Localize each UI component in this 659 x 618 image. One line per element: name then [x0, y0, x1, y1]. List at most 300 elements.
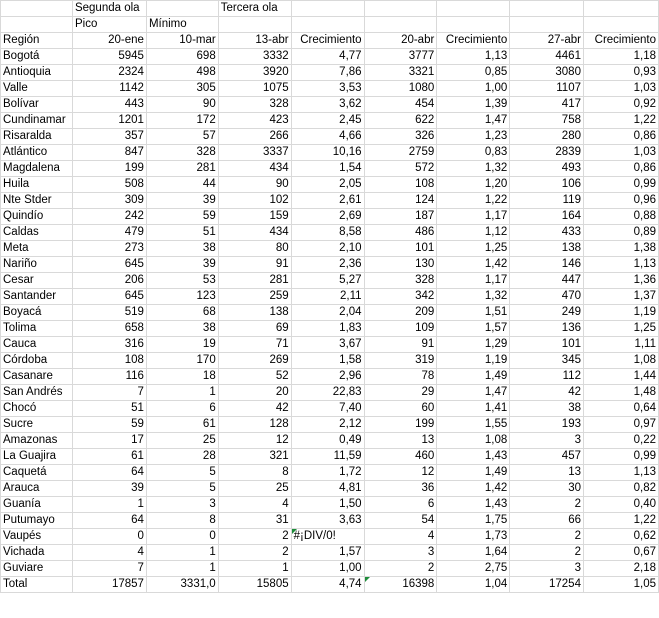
cell-crec-13abr[interactable]: 2,45	[291, 113, 364, 129]
cell-val-20abr[interactable]: 326	[364, 129, 437, 145]
cell-crec-27abr[interactable]: 0,62	[583, 529, 658, 545]
cell-val-13abr[interactable]: Tercera ola	[218, 1, 291, 17]
cell-region[interactable]: Total	[1, 577, 73, 593]
cell-val-20abr[interactable]: 20-abr	[364, 33, 437, 49]
cell-minimo-10mar[interactable]: 281	[146, 161, 218, 177]
cell-crec-13abr[interactable]: 2,69	[291, 209, 364, 225]
cell-minimo-10mar[interactable]: 1	[146, 561, 218, 577]
cell-crec-13abr[interactable]: 1,50	[291, 497, 364, 513]
cell-crec-13abr[interactable]: 22,83	[291, 385, 364, 401]
cell-val-13abr[interactable]: 15805	[218, 577, 291, 593]
cell-val-13abr[interactable]: 52	[218, 369, 291, 385]
cell-crec-13abr[interactable]: 2,96	[291, 369, 364, 385]
cell-val-20abr[interactable]: 60	[364, 401, 437, 417]
cell-crec-13abr[interactable]: 2,10	[291, 241, 364, 257]
cell-val-13abr[interactable]: 1075	[218, 81, 291, 97]
cell-val-13abr[interactable]: 80	[218, 241, 291, 257]
cell-crec-27abr[interactable]	[583, 17, 658, 33]
cell-crec-13abr[interactable]: 4,74	[291, 577, 364, 593]
cell-val-13abr[interactable]: 328	[218, 97, 291, 113]
cell-crec-20abr[interactable]: 1,25	[437, 241, 510, 257]
cell-val-27abr[interactable]: 280	[510, 129, 584, 145]
cell-val-27abr[interactable]: 112	[510, 369, 584, 385]
cell-val-20abr[interactable]: 460	[364, 449, 437, 465]
cell-crec-27abr[interactable]: 1,48	[583, 385, 658, 401]
cell-crec-13abr[interactable]: 4,66	[291, 129, 364, 145]
cell-minimo-10mar[interactable]: 8	[146, 513, 218, 529]
cell-val-20abr[interactable]: 91	[364, 337, 437, 353]
cell-val-20abr[interactable]: 328	[364, 273, 437, 289]
cell-val-27abr[interactable]: 42	[510, 385, 584, 401]
cell-val-20abr[interactable]: 130	[364, 257, 437, 273]
cell-crec-27abr[interactable]: 1,05	[583, 577, 658, 593]
cell-crec-20abr[interactable]	[437, 1, 510, 17]
cell-val-27abr[interactable]: 136	[510, 321, 584, 337]
cell-val-20abr[interactable]: 109	[364, 321, 437, 337]
cell-crec-20abr[interactable]: 2,75	[437, 561, 510, 577]
cell-val-20abr[interactable]: 199	[364, 417, 437, 433]
cell-crec-13abr[interactable]: 11,59	[291, 449, 364, 465]
cell-crec-27abr[interactable]: 1,13	[583, 257, 658, 273]
cell-minimo-10mar[interactable]: 68	[146, 305, 218, 321]
cell-crec-20abr[interactable]: 1,13	[437, 49, 510, 65]
cell-region[interactable]	[1, 17, 73, 33]
cell-minimo-10mar[interactable]: 25	[146, 433, 218, 449]
cell-val-20abr[interactable]: 454	[364, 97, 437, 113]
cell-val-13abr[interactable]: 31	[218, 513, 291, 529]
cell-val-20abr[interactable]	[364, 17, 437, 33]
cell-crec-27abr[interactable]: 1,11	[583, 337, 658, 353]
cell-val-27abr[interactable]	[510, 1, 584, 17]
cell-pico-20ene[interactable]: 7	[72, 385, 146, 401]
cell-crec-13abr[interactable]: 2,61	[291, 193, 364, 209]
cell-val-27abr[interactable]: 758	[510, 113, 584, 129]
cell-val-20abr[interactable]: 622	[364, 113, 437, 129]
cell-val-13abr[interactable]: 69	[218, 321, 291, 337]
cell-val-13abr[interactable]: 71	[218, 337, 291, 353]
cell-crec-13abr[interactable]: 4,81	[291, 481, 364, 497]
cell-pico-20ene[interactable]: 519	[72, 305, 146, 321]
cell-pico-20ene[interactable]: 443	[72, 97, 146, 113]
cell-pico-20ene[interactable]: 61	[72, 449, 146, 465]
cell-crec-20abr[interactable]: 1,39	[437, 97, 510, 113]
cell-val-27abr[interactable]: 106	[510, 177, 584, 193]
cell-pico-20ene[interactable]: 39	[72, 481, 146, 497]
warning-triangle-icon[interactable]	[292, 529, 297, 534]
cell-crec-13abr[interactable]	[291, 17, 364, 33]
cell-pico-20ene[interactable]: 309	[72, 193, 146, 209]
cell-val-27abr[interactable]: 3	[510, 433, 584, 449]
error-cell[interactable]	[291, 529, 364, 545]
cell-val-27abr[interactable]: 30	[510, 481, 584, 497]
cell-val-20abr[interactable]: 36	[364, 481, 437, 497]
cell-val-20abr[interactable]	[364, 1, 437, 17]
cell-crec-27abr[interactable]: 1,13	[583, 465, 658, 481]
cell-minimo-10mar[interactable]: 5	[146, 465, 218, 481]
cell-region[interactable]: Córdoba	[1, 353, 73, 369]
cell-crec-27abr[interactable]: 0,88	[583, 209, 658, 225]
cell-val-13abr[interactable]: 3332	[218, 49, 291, 65]
cell-region[interactable]: Casanare	[1, 369, 73, 385]
cell-region[interactable]: Nte Stder	[1, 193, 73, 209]
cell-val-13abr[interactable]: 8	[218, 465, 291, 481]
cell-crec-27abr[interactable]: 0,96	[583, 193, 658, 209]
cell-pico-20ene[interactable]: 242	[72, 209, 146, 225]
cell-pico-20ene[interactable]: 64	[72, 513, 146, 529]
cell-minimo-10mar[interactable]: 28	[146, 449, 218, 465]
cell-crec-27abr[interactable]: 1,22	[583, 113, 658, 129]
cell-crec-27abr[interactable]: 1,38	[583, 241, 658, 257]
cell-val-27abr[interactable]: 146	[510, 257, 584, 273]
cell-crec-20abr[interactable]: 1,00	[437, 81, 510, 97]
cell-crec-13abr[interactable]: 1,57	[291, 545, 364, 561]
cell-crec-20abr[interactable]: 1,23	[437, 129, 510, 145]
cell-val-13abr[interactable]: 2	[218, 529, 291, 545]
cell-region[interactable]: Vichada	[1, 545, 73, 561]
cell-pico-20ene[interactable]: 199	[72, 161, 146, 177]
cell-val-13abr[interactable]: 266	[218, 129, 291, 145]
cell-pico-20ene[interactable]: 17857	[72, 577, 146, 593]
cell-pico-20ene[interactable]: 4	[72, 545, 146, 561]
cell-pico-20ene[interactable]: 508	[72, 177, 146, 193]
cell-val-27abr[interactable]: 66	[510, 513, 584, 529]
cell-val-13abr[interactable]: 42	[218, 401, 291, 417]
cell-minimo-10mar[interactable]: 61	[146, 417, 218, 433]
cell-minimo-10mar[interactable]: 3331,0	[146, 577, 218, 593]
cell-minimo-10mar[interactable]: 6	[146, 401, 218, 417]
cell-val-13abr[interactable]: 3337	[218, 145, 291, 161]
cell-pico-20ene[interactable]: 1142	[72, 81, 146, 97]
cell-val-13abr[interactable]: 20	[218, 385, 291, 401]
cell-crec-27abr[interactable]: 1,08	[583, 353, 658, 369]
cell-val-27abr[interactable]: 470	[510, 289, 584, 305]
cell-pico-20ene[interactable]: 1	[72, 497, 146, 513]
cell-crec-20abr[interactable]: 1,32	[437, 289, 510, 305]
cell-val-20abr[interactable]: 319	[364, 353, 437, 369]
cell-crec-20abr[interactable]: 1,43	[437, 449, 510, 465]
cell-region[interactable]: Región	[1, 33, 73, 49]
cell-pico-20ene[interactable]: 479	[72, 225, 146, 241]
cell-val-13abr[interactable]: 434	[218, 225, 291, 241]
cell-region[interactable]: Caldas	[1, 225, 73, 241]
cell-minimo-10mar[interactable]: 698	[146, 49, 218, 65]
cell-crec-27abr[interactable]: 0,93	[583, 65, 658, 81]
cell-crec-13abr[interactable]: 0,49	[291, 433, 364, 449]
cell-region[interactable]: Quindío	[1, 209, 73, 225]
cell-val-13abr[interactable]: 1	[218, 561, 291, 577]
cell-region[interactable]: Atlántico	[1, 145, 73, 161]
cell-minimo-10mar[interactable]: 53	[146, 273, 218, 289]
cell-val-13abr[interactable]: 13-abr	[218, 33, 291, 49]
cell-minimo-10mar[interactable]: 1	[146, 385, 218, 401]
cell-val-20abr[interactable]: 209	[364, 305, 437, 321]
cell-crec-13abr[interactable]: 10,16	[291, 145, 364, 161]
cell-val-27abr[interactable]	[510, 17, 584, 33]
cell-region[interactable]: Sucre	[1, 417, 73, 433]
cell-crec-20abr[interactable]: 1,64	[437, 545, 510, 561]
cell-region[interactable]: Bogotá	[1, 49, 73, 65]
cell-crec-27abr[interactable]: 0,86	[583, 161, 658, 177]
cell-crec-13abr[interactable]: 2,36	[291, 257, 364, 273]
cell-pico-20ene[interactable]: 357	[72, 129, 146, 145]
cell-pico-20ene[interactable]: 17	[72, 433, 146, 449]
cell-pico-20ene[interactable]: 658	[72, 321, 146, 337]
cell-pico-20ene[interactable]: 59	[72, 417, 146, 433]
cell-val-27abr[interactable]: 27-abr	[510, 33, 584, 49]
cell-val-27abr[interactable]: 493	[510, 161, 584, 177]
cell-minimo-10mar[interactable]: 57	[146, 129, 218, 145]
cell-val-27abr[interactable]: 193	[510, 417, 584, 433]
cell-region[interactable]: Putumayo	[1, 513, 73, 529]
warning-triangle-icon[interactable]	[365, 577, 370, 582]
cell-val-27abr[interactable]: 1107	[510, 81, 584, 97]
cell-val-13abr[interactable]: 91	[218, 257, 291, 273]
cell-val-20abr[interactable]: 124	[364, 193, 437, 209]
cell-crec-27abr[interactable]: 1,36	[583, 273, 658, 289]
cell-pico-20ene[interactable]: 645	[72, 257, 146, 273]
cell-val-27abr[interactable]: 2	[510, 545, 584, 561]
cell-crec-13abr[interactable]: 3,53	[291, 81, 364, 97]
cell-val-27abr[interactable]: 3080	[510, 65, 584, 81]
cell-crec-27abr[interactable]: 0,99	[583, 449, 658, 465]
cell-crec-27abr[interactable]: 1,44	[583, 369, 658, 385]
cell-val-20abr[interactable]: 342	[364, 289, 437, 305]
cell-val-27abr[interactable]: 4461	[510, 49, 584, 65]
cell-crec-20abr[interactable]: 1,41	[437, 401, 510, 417]
cell-minimo-10mar[interactable]: 39	[146, 257, 218, 273]
cell-pico-20ene[interactable]: 645	[72, 289, 146, 305]
cell-val-20abr[interactable]: 108	[364, 177, 437, 193]
cell-crec-27abr[interactable]: 0,97	[583, 417, 658, 433]
cell-val-20abr[interactable]: 1080	[364, 81, 437, 97]
cell-val-13abr[interactable]: 90	[218, 177, 291, 193]
cell-val-20abr[interactable]: 486	[364, 225, 437, 241]
cell-crec-20abr[interactable]: 1,73	[437, 529, 510, 545]
cell-crec-13abr[interactable]: 8,58	[291, 225, 364, 241]
cell-crec-20abr[interactable]: 1,17	[437, 209, 510, 225]
cell-crec-20abr[interactable]: 1,04	[437, 577, 510, 593]
cell-region[interactable]: Santander	[1, 289, 73, 305]
cell-val-20abr[interactable]: 572	[364, 161, 437, 177]
cell-crec-20abr[interactable]: 1,75	[437, 513, 510, 529]
cell-crec-20abr[interactable]: 1,32	[437, 161, 510, 177]
cell-val-13abr[interactable]: 2	[218, 545, 291, 561]
cell-crec-27abr[interactable]: 1,18	[583, 49, 658, 65]
cell-crec-13abr[interactable]: 4,77	[291, 49, 364, 65]
cell-region[interactable]	[1, 1, 73, 17]
cell-crec-13abr[interactable]: 2,11	[291, 289, 364, 305]
cell-crec-27abr[interactable]: 1,22	[583, 513, 658, 529]
cell-crec-20abr[interactable]: 1,57	[437, 321, 510, 337]
cell-val-20abr[interactable]: 6	[364, 497, 437, 513]
cell-minimo-10mar[interactable]: 123	[146, 289, 218, 305]
cell-pico-20ene[interactable]: 0	[72, 529, 146, 545]
cell-val-20abr[interactable]: 101	[364, 241, 437, 257]
cell-minimo-10mar[interactable]: 44	[146, 177, 218, 193]
cell-region[interactable]: Nariño	[1, 257, 73, 273]
cell-region[interactable]: Tolima	[1, 321, 73, 337]
cell-val-27abr[interactable]: 2	[510, 497, 584, 513]
cell-val-20abr[interactable]: 12	[364, 465, 437, 481]
cell-region[interactable]: Valle	[1, 81, 73, 97]
cell-val-13abr[interactable]: 434	[218, 161, 291, 177]
cell-region[interactable]: Vaupés	[1, 529, 73, 545]
cell-val-27abr[interactable]: 345	[510, 353, 584, 369]
cell-crec-13abr[interactable]: 1,00	[291, 561, 364, 577]
cell-crec-20abr[interactable]: 1,42	[437, 481, 510, 497]
cell-crec-13abr[interactable]: 7,86	[291, 65, 364, 81]
cell-pico-20ene[interactable]: 206	[72, 273, 146, 289]
cell-crec-27abr[interactable]: 0,67	[583, 545, 658, 561]
cell-minimo-10mar[interactable]	[146, 1, 218, 17]
cell-minimo-10mar[interactable]: 0	[146, 529, 218, 545]
cell-val-13abr[interactable]: 269	[218, 353, 291, 369]
cell-minimo-10mar[interactable]: 39	[146, 193, 218, 209]
cell-val-13abr[interactable]: 321	[218, 449, 291, 465]
cell-crec-27abr[interactable]: 1,03	[583, 145, 658, 161]
cell-region[interactable]: Risaralda	[1, 129, 73, 145]
cell-crec-27abr[interactable]: 1,25	[583, 321, 658, 337]
cell-crec-20abr[interactable]: 1,47	[437, 113, 510, 129]
cell-crec-27abr[interactable]: 0,64	[583, 401, 658, 417]
cell-val-27abr[interactable]: 457	[510, 449, 584, 465]
cell-val-13abr[interactable]: 423	[218, 113, 291, 129]
cell-val-27abr[interactable]: 101	[510, 337, 584, 353]
cell-crec-20abr[interactable]	[437, 17, 510, 33]
cell-crec-27abr[interactable]: 0,86	[583, 129, 658, 145]
cell-val-27abr[interactable]: 447	[510, 273, 584, 289]
cell-pico-20ene[interactable]: 116	[72, 369, 146, 385]
cell-val-27abr[interactable]: 119	[510, 193, 584, 209]
cell-pico-20ene[interactable]: 108	[72, 353, 146, 369]
cell-crec-13abr[interactable]: 1,83	[291, 321, 364, 337]
cell-crec-20abr[interactable]: 1,22	[437, 193, 510, 209]
cell-pico-20ene[interactable]: 51	[72, 401, 146, 417]
cell-crec-13abr[interactable]: 2,12	[291, 417, 364, 433]
cell-crec-27abr[interactable]: 0,40	[583, 497, 658, 513]
cell-pico-20ene[interactable]: 7	[72, 561, 146, 577]
cell-crec-27abr[interactable]	[583, 1, 658, 17]
cell-crec-27abr[interactable]: 1,19	[583, 305, 658, 321]
cell-crec-20abr[interactable]: 1,20	[437, 177, 510, 193]
cell-region[interactable]: Cundinamar	[1, 113, 73, 129]
cell-crec-20abr[interactable]: 1,29	[437, 337, 510, 353]
cell-crec-13abr[interactable]: 3,63	[291, 513, 364, 529]
cell-val-13abr[interactable]: 4	[218, 497, 291, 513]
cell-minimo-10mar[interactable]: 3	[146, 497, 218, 513]
cell-val-27abr[interactable]: 17254	[510, 577, 584, 593]
cell-val-13abr[interactable]: 25	[218, 481, 291, 497]
cell-val-13abr[interactable]: 259	[218, 289, 291, 305]
cell-crec-20abr[interactable]: 1,19	[437, 353, 510, 369]
cell-crec-27abr[interactable]: Crecimiento	[583, 33, 658, 49]
cell-crec-20abr[interactable]: 0,85	[437, 65, 510, 81]
cell-minimo-10mar[interactable]: 38	[146, 321, 218, 337]
cell-crec-20abr[interactable]: 1,47	[437, 385, 510, 401]
cell-region[interactable]: Meta	[1, 241, 73, 257]
cell-crec-27abr[interactable]: 0,89	[583, 225, 658, 241]
cell-crec-13abr[interactable]: 5,27	[291, 273, 364, 289]
cell-pico-20ene[interactable]: 1201	[72, 113, 146, 129]
cell-crec-27abr[interactable]: 1,37	[583, 289, 658, 305]
cell-crec-20abr[interactable]: Crecimiento	[437, 33, 510, 49]
cell-val-27abr[interactable]: 2839	[510, 145, 584, 161]
cell-minimo-10mar[interactable]: 90	[146, 97, 218, 113]
cell-val-27abr[interactable]: 164	[510, 209, 584, 225]
cell-minimo-10mar[interactable]: 19	[146, 337, 218, 353]
cell-pico-20ene[interactable]: 316	[72, 337, 146, 353]
cell-val-27abr[interactable]: 417	[510, 97, 584, 113]
cell-minimo-10mar[interactable]: 498	[146, 65, 218, 81]
cell-region[interactable]: Boyacá	[1, 305, 73, 321]
cell-val-20abr[interactable]: 78	[364, 369, 437, 385]
cell-minimo-10mar[interactable]: 38	[146, 241, 218, 257]
cell-pico-20ene[interactable]: 847	[72, 145, 146, 161]
cell-val-13abr[interactable]: 159	[218, 209, 291, 225]
cell-crec-20abr[interactable]: 0,83	[437, 145, 510, 161]
cell-crec-27abr[interactable]: 1,03	[583, 81, 658, 97]
cell-val-13abr[interactable]: 281	[218, 273, 291, 289]
cell-crec-20abr[interactable]: 1,55	[437, 417, 510, 433]
cell-crec-13abr[interactable]	[291, 1, 364, 17]
cell-val-13abr[interactable]: 138	[218, 305, 291, 321]
cell-region[interactable]: San Andrés	[1, 385, 73, 401]
cell-crec-27abr[interactable]: 2,18	[583, 561, 658, 577]
cell-crec-13abr[interactable]: 1,72	[291, 465, 364, 481]
cell-val-27abr[interactable]: 2	[510, 529, 584, 545]
cell-val-20abr[interactable]: 3321	[364, 65, 437, 81]
cell-region[interactable]: Antioquia	[1, 65, 73, 81]
cell-val-20abr[interactable]: 29	[364, 385, 437, 401]
cell-minimo-10mar[interactable]: 1	[146, 545, 218, 561]
cell-pico-20ene[interactable]: 64	[72, 465, 146, 481]
cell-val-13abr[interactable]: 12	[218, 433, 291, 449]
cell-pico-20ene[interactable]: Pico	[72, 17, 146, 33]
cell-crec-27abr[interactable]: 0,99	[583, 177, 658, 193]
cell-region[interactable]: Guanía	[1, 497, 73, 513]
cell-crec-20abr[interactable]: 1,49	[437, 465, 510, 481]
cell-val-27abr[interactable]: 138	[510, 241, 584, 257]
cell-crec-13abr[interactable]: 1,58	[291, 353, 364, 369]
cell-pico-20ene[interactable]: 20-ene	[72, 33, 146, 49]
cell-crec-13abr[interactable]: 7,40	[291, 401, 364, 417]
cell-minimo-10mar[interactable]: 59	[146, 209, 218, 225]
cell-pico-20ene[interactable]: Segunda ola	[72, 1, 146, 17]
cell-val-27abr[interactable]: 433	[510, 225, 584, 241]
cell-crec-27abr[interactable]: 0,22	[583, 433, 658, 449]
cell-val-20abr[interactable]: 3777	[364, 49, 437, 65]
cell-region[interactable]: La Guajira	[1, 449, 73, 465]
cell-region[interactable]: Arauca	[1, 481, 73, 497]
cell-val-13abr[interactable]: 128	[218, 417, 291, 433]
cell-crec-13abr[interactable]: 2,04	[291, 305, 364, 321]
cell-region[interactable]: Amazonas	[1, 433, 73, 449]
cell-minimo-10mar[interactable]: 51	[146, 225, 218, 241]
cell-region[interactable]: Chocó	[1, 401, 73, 417]
cell-crec-20abr[interactable]: 1,42	[437, 257, 510, 273]
cell-region[interactable]: Caquetá	[1, 465, 73, 481]
cell-val-27abr[interactable]: 38	[510, 401, 584, 417]
cell-val-20abr[interactable]: 54	[364, 513, 437, 529]
cell-crec-20abr[interactable]: 1,49	[437, 369, 510, 385]
cell-crec-13abr[interactable]: 3,62	[291, 97, 364, 113]
cell-region[interactable]: Huila	[1, 177, 73, 193]
cell-minimo-10mar[interactable]: 170	[146, 353, 218, 369]
cell-crec-27abr[interactable]: 0,92	[583, 97, 658, 113]
cell-pico-20ene[interactable]: 273	[72, 241, 146, 257]
cell-minimo-10mar[interactable]: 172	[146, 113, 218, 129]
cell-val-20abr[interactable]: 2759	[364, 145, 437, 161]
